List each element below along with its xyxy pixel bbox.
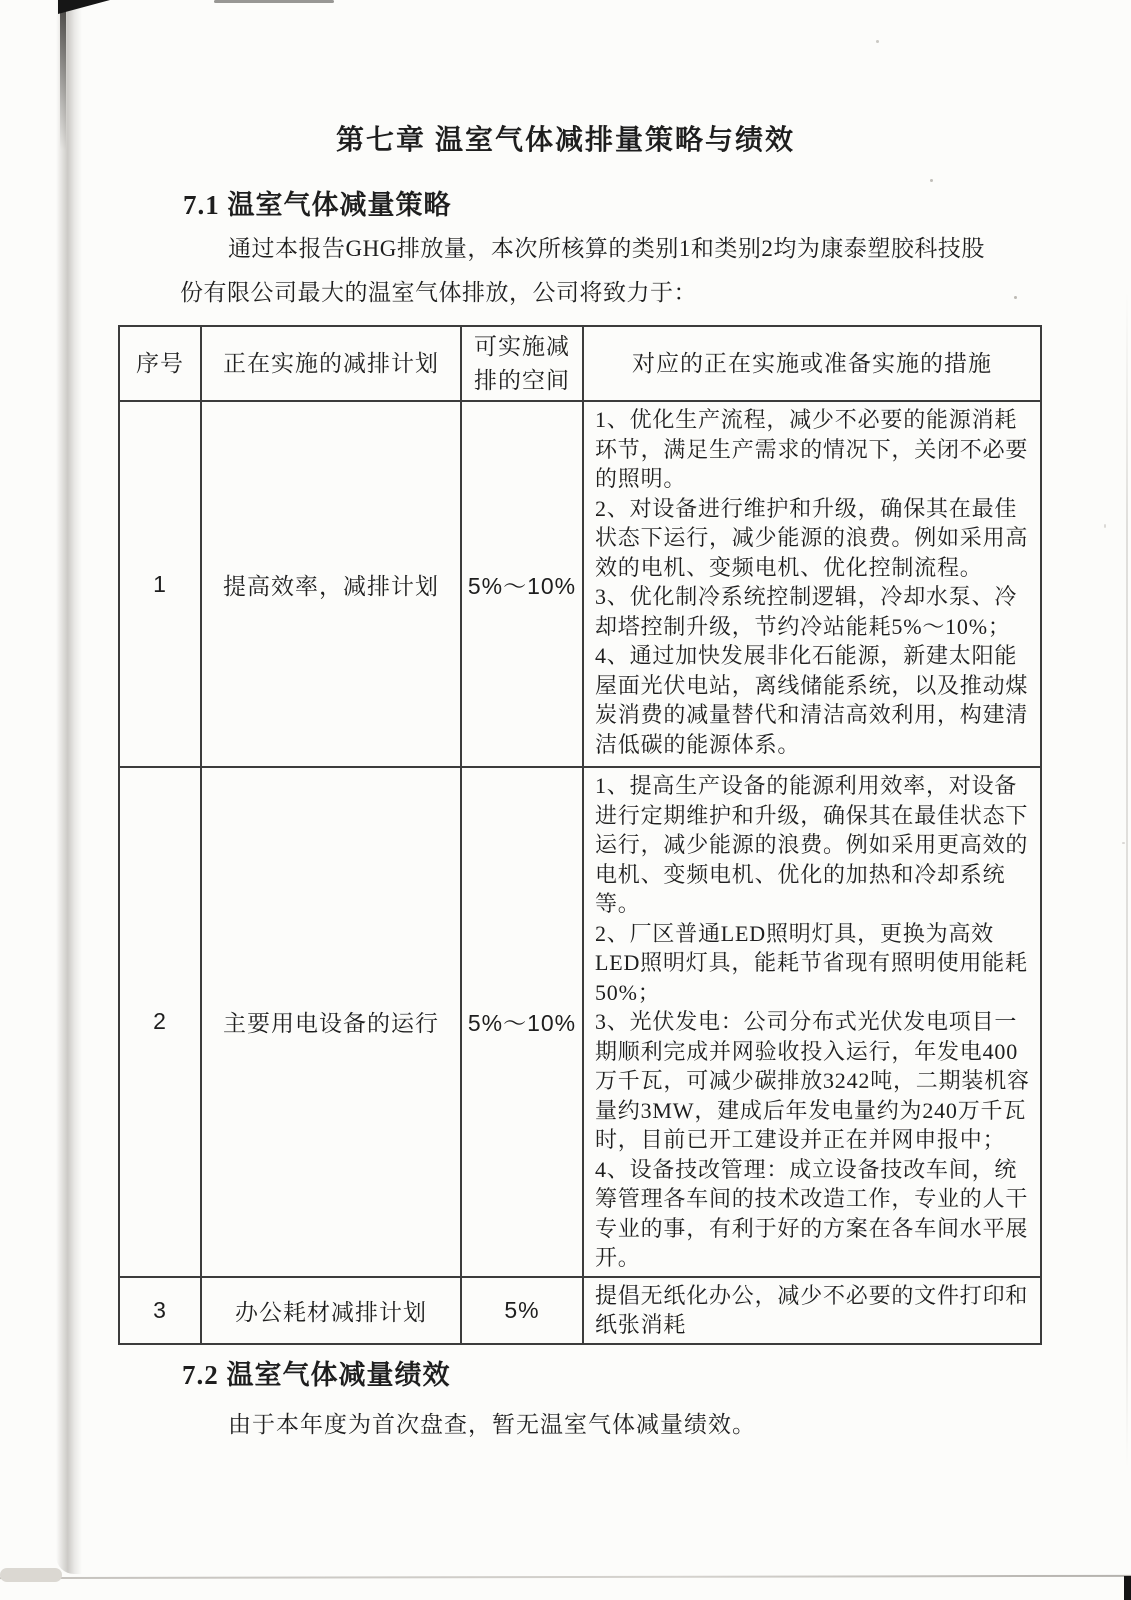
scan-top-edge-line xyxy=(214,0,334,3)
table-row xyxy=(119,767,1041,1277)
measures-cell xyxy=(583,401,1041,767)
measure-item: 4、通过加快发展非化石能源，新建太阳能屋面光伏电站，离线储能系统，以及推动煤炭消费的减量替代和清洁高效利用，构建清洁低碳的能源体系。 xyxy=(595,643,1029,757)
scan-speck xyxy=(930,179,933,182)
header-cell-number: 序号 xyxy=(119,326,201,401)
section-7-1-paragraph: 通过本报告GHG排放量，本次所核算的类别1和类别2均为康泰塑胶科技股份有限公司最大的温室气体排放，公司将致力于： xyxy=(180,236,985,305)
scan-bottom-left-blob xyxy=(0,1568,62,1582)
scan-spine-shadow xyxy=(56,0,82,1574)
header-cell-measures: 对应的正在实施或准备实施的措施 xyxy=(583,326,1041,401)
scan-bottom-right-mark xyxy=(1124,1576,1131,1600)
header-cell-plan: 正在实施的减排计划 xyxy=(201,326,461,401)
table-row xyxy=(119,1277,1041,1344)
row-number-cell: 1 xyxy=(119,401,201,767)
section-7-2-heading: 7.2 温室气体减量绩效 xyxy=(182,1360,451,1390)
plan-cell: 主要用电设备的运行 xyxy=(201,767,461,1277)
measure-item: 3、光伏发电：公司分布式光伏发电项目一期顺利完成并网验收投入运行，年发电400万千瓦，可减少碳排放3242吨，二期装机容量约3MW，建成后年发电量约为240万千瓦时，目前已开工建设并正在并网申报中； xyxy=(595,1009,1030,1152)
space-cell: 5%～10% xyxy=(461,767,583,1277)
measure-item: 4、设备技改管理：成立设备技改车间，统筹管理各车间的技术改造工作，专业的人干专业的事，有利于好的方案在各车间水平展开。 xyxy=(595,1156,1029,1270)
scan-speck xyxy=(876,40,879,43)
measure-item: 2、厂区普通LED照明灯具，更换为高效LED照明灯具，能耗节省现有照明使用能耗50%； xyxy=(595,920,1028,1005)
chapter-title: 第七章 温室气体减排量策略与绩效 xyxy=(335,125,795,156)
scan-speck xyxy=(1122,842,1125,844)
plan-cell: 提高效率，减排计划 xyxy=(201,401,461,767)
scan-speck xyxy=(1014,296,1017,299)
reduction-plan-table xyxy=(118,325,1042,1345)
scan-page-bottom-edge xyxy=(0,1575,1131,1579)
plan-cell: 办公耗材减排计划 xyxy=(201,1277,461,1344)
measure-item: 提倡无纸化办公，减少不必要的文件打印和纸张消耗 xyxy=(595,1282,1029,1337)
row-number-cell: 3 xyxy=(119,1277,201,1344)
scan-speck xyxy=(1104,524,1106,528)
space-cell: 5% xyxy=(461,1277,583,1344)
measure-item: 1、提高生产设备的能源利用效率，对设备进行定期维护和升级，确保其在最佳状态下运行，减少能源的浪费。例如采用更高效的电机、变频电机、优化的加热和冷却系统等。 xyxy=(595,773,1029,916)
measure-item: 2、对设备进行维护和升级，确保其在最佳状态下运行，减少能源的浪费。例如采用高效的电机、变频电机、优化控制流程。 xyxy=(595,495,1029,580)
measures-cell xyxy=(583,767,1041,1277)
scan-right-edge-streak xyxy=(1126,290,1128,1470)
space-cell: 5%～10% xyxy=(461,401,583,767)
header-cell-space: 可实施减排的空间 xyxy=(461,326,583,401)
section-7-1-heading: 7.1 温室气体减量策略 xyxy=(183,190,452,220)
measure-item: 3、优化制冷系统控制逻辑，冷却水泵、冷却塔控制升级，节约冷站能耗5%～10%； xyxy=(595,584,1018,639)
row-number-cell: 2 xyxy=(119,767,201,1277)
measure-item: 1、优化生产流程，减少不必要的能源消耗环节，满足生产需求的情况下，关闭不必要的照明。 xyxy=(595,407,1029,491)
measures-cell xyxy=(583,1277,1041,1344)
table-row xyxy=(119,401,1041,767)
section-7-2-paragraph: 由于本年度为首次盘查，暂无温室气体减量绩效。 xyxy=(228,1412,756,1437)
table-header-row xyxy=(119,326,1041,401)
